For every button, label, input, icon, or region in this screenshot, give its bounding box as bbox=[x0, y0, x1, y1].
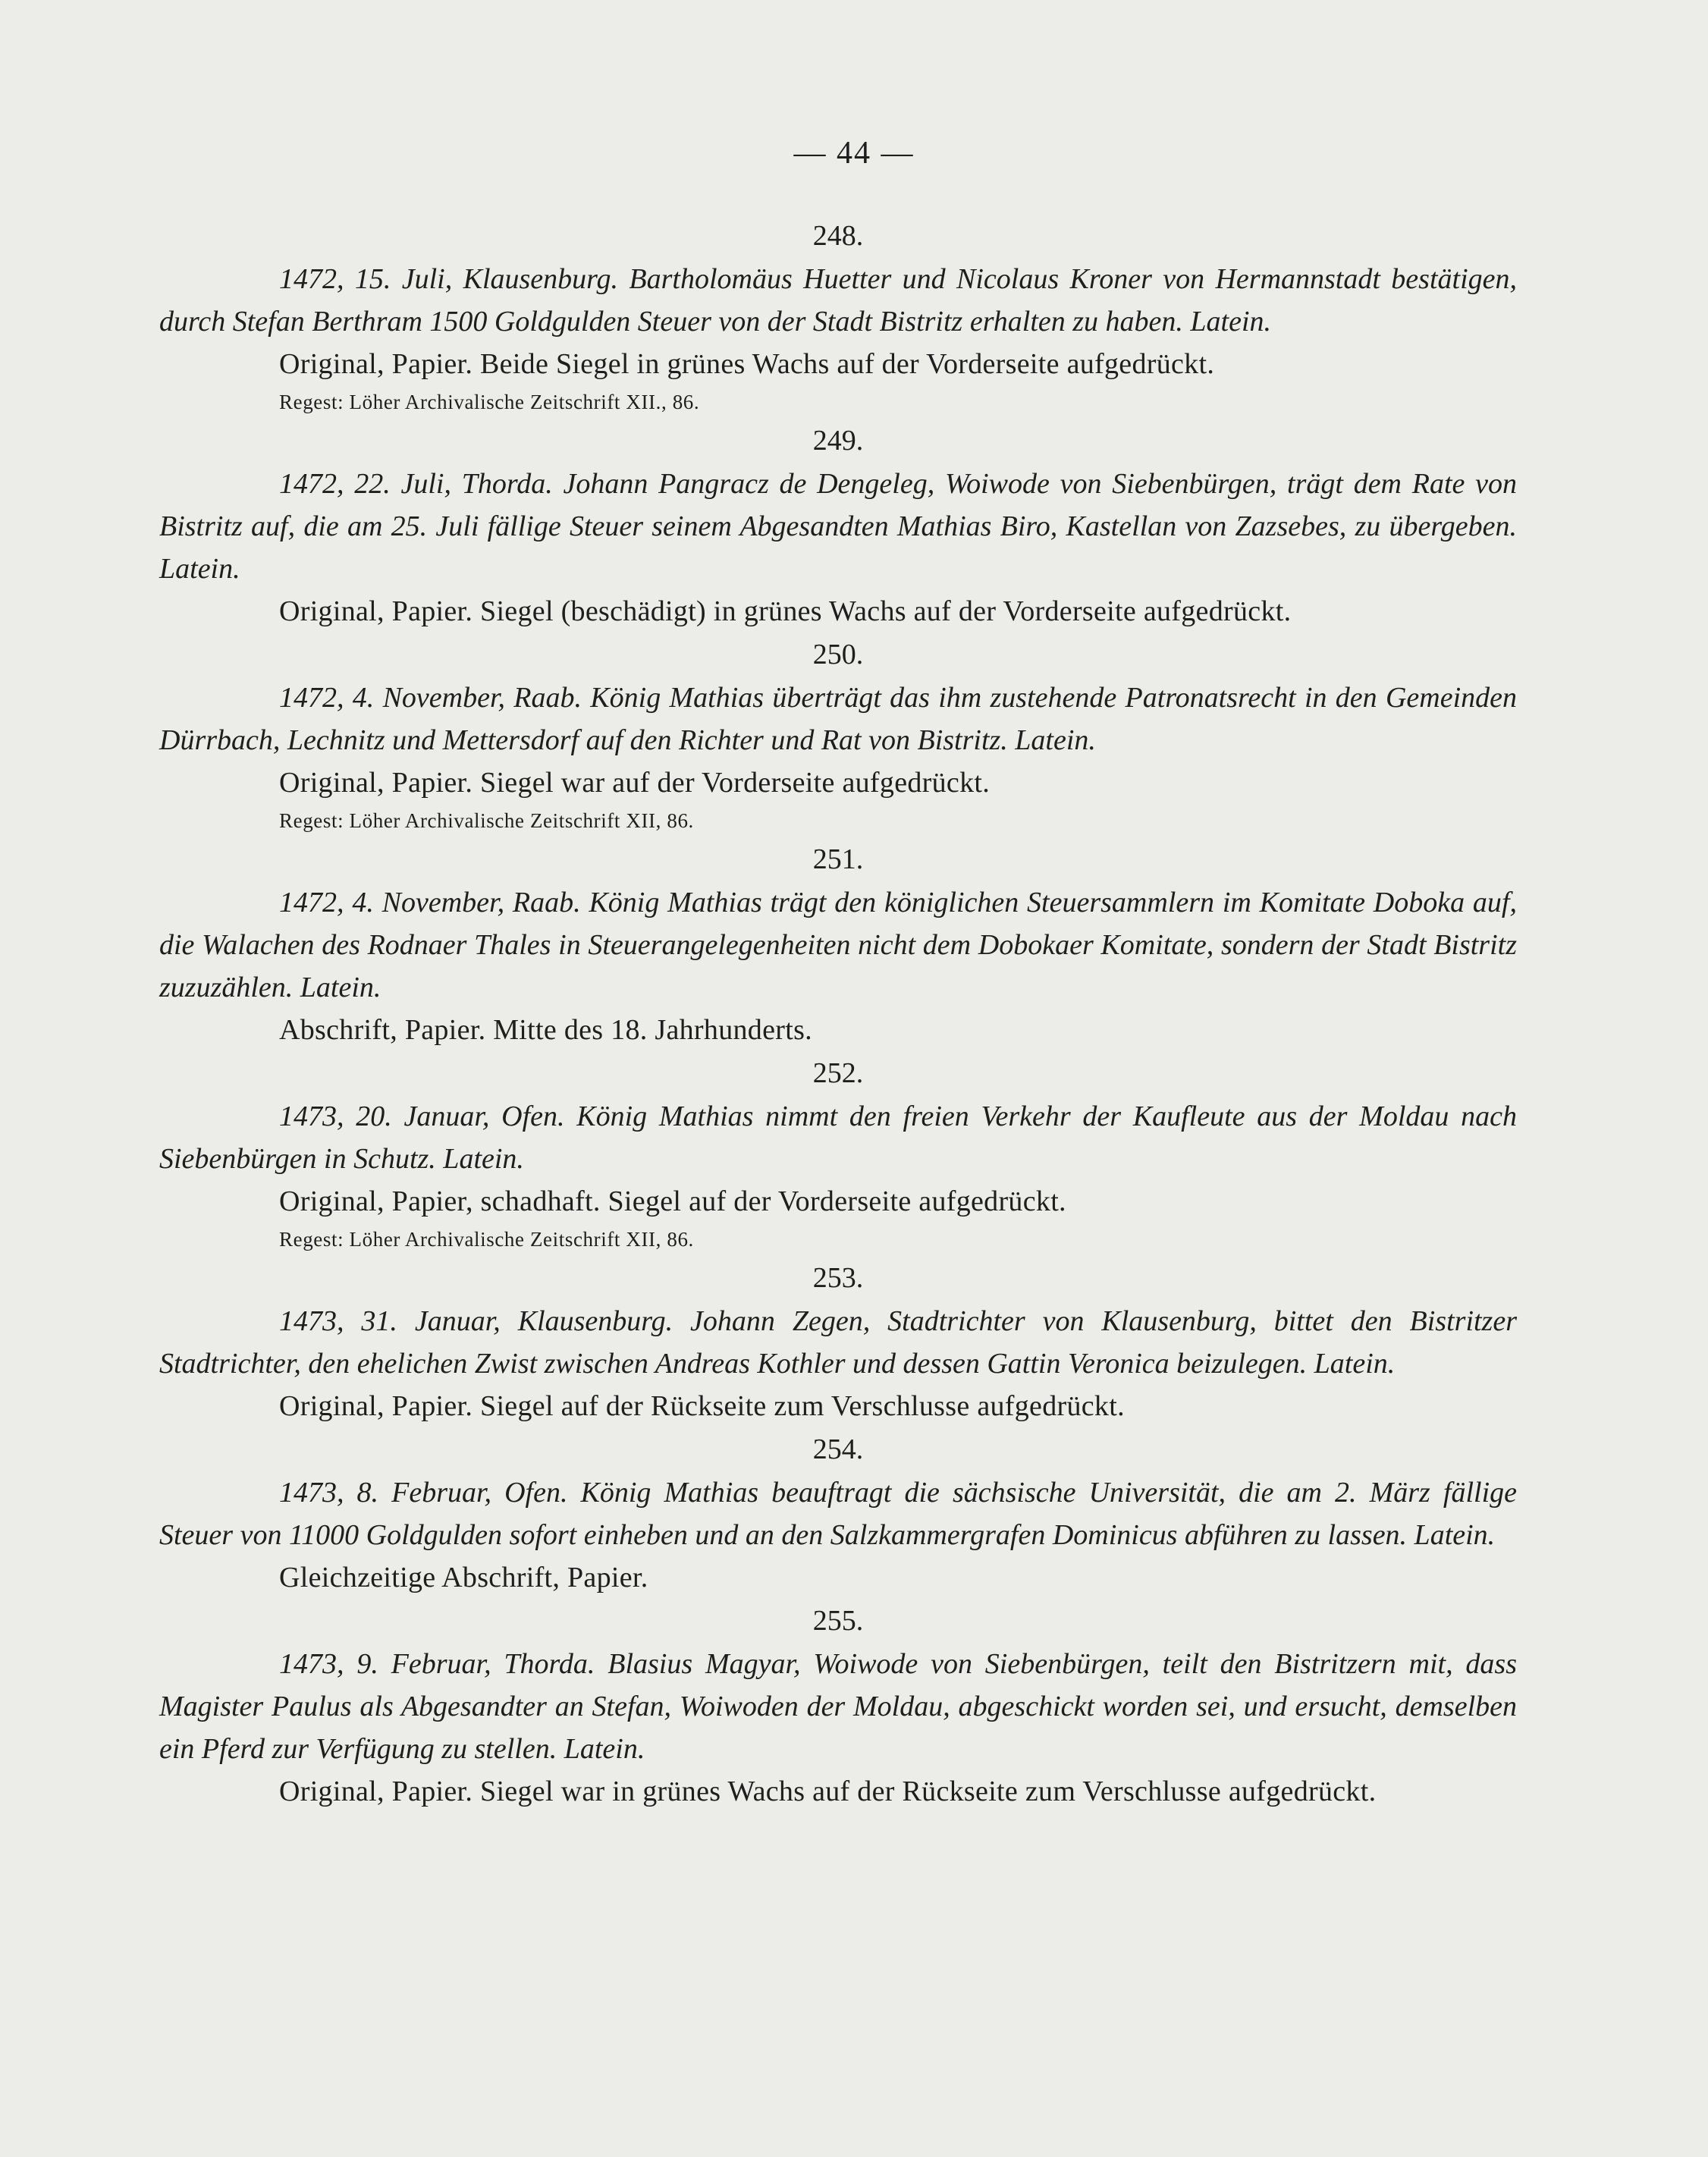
entry-source: Regest: Löher Archivalische Zeitschrift XII, 86. bbox=[279, 809, 694, 832]
entry-251 bbox=[159, 837, 1517, 1051]
entry-note: Gleichzeitige Abschrift, Papier. bbox=[279, 1562, 648, 1593]
entry-note: Abschrift, Papier. Mitte des 18. Jahrhunderts. bbox=[279, 1014, 812, 1046]
entry-note: Original, Papier. Siegel auf der Rückseite zum Verschlusse aufgedrückt. bbox=[279, 1390, 1125, 1422]
entry-regest: 1472, 15. Juli, Klausenburg. Bartholomäus Huetter und Nicolaus Kroner von Hermannstadt bestätigen, durch Stefan Berthram 1500 Goldgulden Steuer von der Stadt Bistritz erhalten zu haben. Latein. bbox=[159, 263, 1517, 338]
entry-number: 249. bbox=[812, 425, 864, 457]
entry-250 bbox=[159, 633, 1517, 837]
entry-252 bbox=[159, 1051, 1517, 1256]
entry-note: Original, Papier. Siegel war in grünes Wachs auf der Rückseite zum Verschlusse aufgedrückt. bbox=[279, 1776, 1377, 1807]
entry-number: 252. bbox=[812, 1057, 864, 1089]
entry-regest: 1472, 4. November, Raab. König Mathias trägt den königlichen Steuersammlern im Komitate Doboka auf, die Walachen des Rodnaer Thales in Steuerangelegenheiten nicht dem Dobokaer Komitate, sondern der Stadt Bistritz zuzuzählen. Latein. bbox=[159, 887, 1517, 1003]
entry-regest: 1473, 9. Februar, Thorda. Blasius Magyar, Woiwode von Siebenbürgen, teilt den Bistritzern mit, dass Magister Paulus als Abgesandter an Stefan, Woiwoden der Moldau, abgeschickt worden sei, und ersucht, demselben ein Pferd zur Verfügung zu stellen. Latein. bbox=[159, 1648, 1517, 1765]
entry-255 bbox=[159, 1599, 1517, 1813]
entry-number: 251. bbox=[812, 843, 864, 875]
entry-253 bbox=[159, 1256, 1517, 1427]
entry-source: Regest: Löher Archivalische Zeitschrift XII, 86. bbox=[279, 1228, 694, 1251]
entry-254 bbox=[159, 1427, 1517, 1599]
entry-note: Original, Papier. Siegel (beschädigt) in grünes Wachs auf der Vorderseite aufgedrückt. bbox=[279, 595, 1292, 627]
entry-regest: 1472, 22. Juli, Thorda. Johann Pangracz de Dengeleg, Woiwode von Siebenbürgen, trägt dem Rate von Bistritz auf, die am 25. Juli fällige Steuer seinem Abgesandten Mathias Biro, Kastellan von Zazsebes, zu übergeben. Latein. bbox=[159, 468, 1517, 585]
document-body bbox=[159, 214, 1517, 1813]
entry-number: 248. bbox=[812, 220, 864, 252]
entry-note: Original, Papier, schadhaft. Siegel auf der Vorderseite aufgedrückt. bbox=[279, 1185, 1066, 1217]
entry-regest: 1473, 20. Januar, Ofen. König Mathias nimmt den freien Verkehr der Kaufleute aus der Moldau nach Siebenbürgen in Schutz. Latein. bbox=[159, 1100, 1517, 1175]
entry-regest: 1472, 4. November, Raab. König Mathias überträgt das ihm zustehende Patronatsrecht in den Gemeinden Dürrbach, Lechnitz und Mettersdorf auf den Richter und Rat von Bistritz. Latein. bbox=[159, 682, 1517, 756]
entry-regest: 1473, 8. Februar, Ofen. König Mathias beauftragt die sächsische Universität, die am 2. März fällige Steuer von 11000 Goldgulden sofort einheben und an den Salzkammergrafen Dominicus abführen zu lassen. Latein. bbox=[159, 1477, 1517, 1551]
entry-number: 250. bbox=[812, 639, 864, 670]
page-number: — 44 — bbox=[793, 136, 915, 171]
entry-note: Original, Papier. Siegel war auf der Vorderseite aufgedrückt. bbox=[279, 767, 991, 799]
entry-note: Original, Papier. Beide Siegel in grünes Wachs auf der Vorderseite aufgedrückt. bbox=[279, 348, 1215, 380]
entry-249 bbox=[159, 419, 1517, 633]
entry-number: 255. bbox=[812, 1605, 864, 1637]
entry-regest: 1473, 31. Januar, Klausenburg. Johann Zegen, Stadtrichter von Klausenburg, bittet den Bistritzer Stadtrichter, den ehelichen Zwist zwischen Andreas Kothler und dessen Gattin Veronica beizulegen. Latein. bbox=[159, 1305, 1517, 1380]
entry-248 bbox=[159, 214, 1517, 419]
entry-number: 254. bbox=[812, 1433, 864, 1465]
entry-source: Regest: Löher Archivalische Zeitschrift XII., 86. bbox=[279, 391, 700, 413]
entry-number: 253. bbox=[812, 1262, 864, 1294]
